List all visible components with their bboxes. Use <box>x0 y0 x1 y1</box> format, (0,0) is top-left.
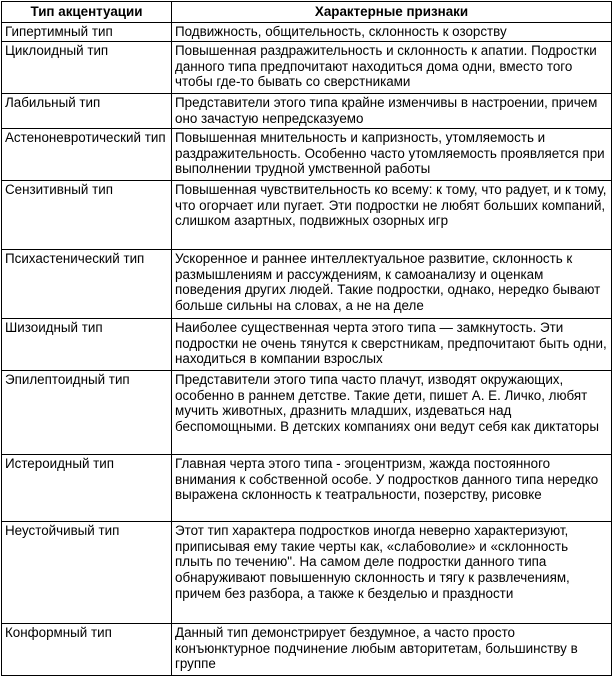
table-header-row <box>2 2 612 23</box>
table-row <box>2 41 612 93</box>
row-traits-cell: Представители этого типа часто плачут, изводят окружающих, особенно в раннем детстве. Такие дети, пишет А. Е. Личко, любят мучить животных, дразнить младших, издеваться над беспомощными. В детских компаниях они ведут себя как диктаторы <box>172 370 612 454</box>
row-type-cell: Неустойчивый тип <box>2 521 172 623</box>
row-type-cell: Астеноневротический тип <box>2 128 172 180</box>
table-row <box>2 623 612 675</box>
row-traits-cell: Повышенная чувствительность ко всему: к тому, что радует, и к тому, что огорчает или пугает. Эти подростки не любят больших компаний, слишком азартных, подвижных озорных игр <box>172 180 612 249</box>
table-row <box>2 521 612 623</box>
table-row <box>2 454 612 521</box>
row-type-cell: Эпилептоидный тип <box>2 370 172 454</box>
row-type-cell: Истероидный тип <box>2 454 172 521</box>
row-traits-cell: Подвижность, общительность, склонность к озорству <box>172 22 612 41</box>
row-type-cell: Шизоидный тип <box>2 318 172 370</box>
row-type-cell: Психастенический тип <box>2 249 172 318</box>
row-traits-cell: Наиболее существенная черта этого типа — замкнутость. Эти подростки не очень тянутся к сверстникам, предпочитают быть одни, находиться в компании взрослых <box>172 318 612 370</box>
header-accentuation-type: Тип акцентуации <box>2 2 172 23</box>
row-type-cell: Конформный тип <box>2 623 172 675</box>
table-row <box>2 22 612 41</box>
table-row <box>2 180 612 249</box>
row-traits-cell: Данный тип демонстрирует бездумное, а часто просто конъюнктурное подчинение любым авторитетам, большинству в группе <box>172 623 612 675</box>
row-type-cell: Циклоидный тип <box>2 41 172 93</box>
table-row <box>2 370 612 454</box>
table-row <box>2 93 612 128</box>
row-traits-cell: Этот тип характера подростков иногда неверно характеризуют, приписывая ему такие черты как, «слабоволие» и «склонность плыть по течению". На самом деле подростки данного типа обнаруживают повышенную склонность и тягу к развлечениям, причем без разбора, а также к безделью и праздности <box>172 521 612 623</box>
accentuation-table <box>1 1 612 676</box>
table-row <box>2 318 612 370</box>
row-traits-cell: Повышенная раздражительность и склонность к апатии. Подростки данного типа предпочитают находиться дома одни, вместо того чтобы где-то бывать со сверстниками <box>172 41 612 93</box>
table-row <box>2 249 612 318</box>
row-type-cell: Лабильный тип <box>2 93 172 128</box>
row-traits-cell: Главная черта этого типа - эгоцентризм, жажда постоянного внимания к собственной особе. У подростков данного типа нередко выражена склонность к театральности, позерству, рисовке <box>172 454 612 521</box>
row-type-cell: Сензитивный тип <box>2 180 172 249</box>
row-traits-cell: Повышенная мнительность и капризность, утомляемость и раздражительность. Особенно часто утомляемость проявляется при выполнении трудной умственной работы <box>172 128 612 180</box>
row-traits-cell: Ускоренное и раннее интеллектуальное развитие, склонность к размышлениям и рассуждениям, к самоанализу и оценкам поведения других людей. Такие подростки, однако, нередко бывают больше сильны на словах, а не на деле <box>172 249 612 318</box>
row-traits-cell: Представители этого типа крайне изменчивы в настроении, причем оно зачастую непредсказуемо <box>172 93 612 128</box>
header-characteristic-traits: Характерные признаки <box>172 2 612 23</box>
table-row <box>2 128 612 180</box>
row-type-cell: Гипертимный тип <box>2 22 172 41</box>
